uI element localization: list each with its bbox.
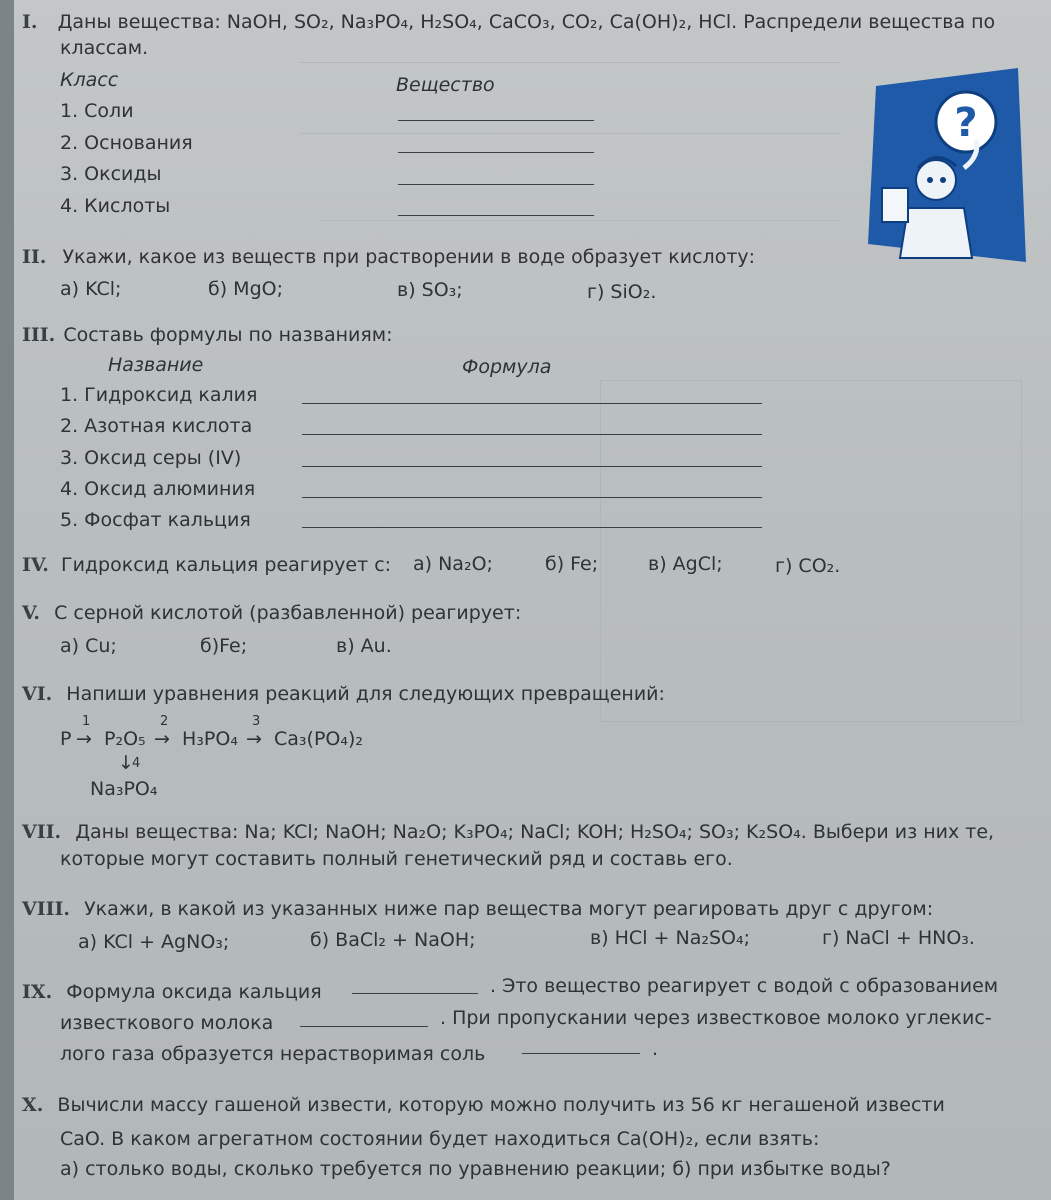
task-9-text: лого газа образуется нерастворимая соль bbox=[60, 1043, 486, 1065]
option[interactable]: в) HCl + Na₂SO₄; bbox=[590, 927, 750, 949]
column-header-class: Класс bbox=[60, 69, 119, 91]
task-number: VIII. bbox=[22, 898, 71, 920]
class-row: 2. Основания bbox=[60, 132, 193, 154]
option[interactable]: в) SO₃; bbox=[397, 279, 463, 301]
option[interactable]: а) KCl + AgNO₃; bbox=[78, 931, 230, 953]
chain-substance: P bbox=[60, 728, 72, 750]
class-row: 1. Соли bbox=[60, 100, 134, 122]
question-mark-icon: ? bbox=[954, 100, 978, 146]
task-number: IV. bbox=[22, 554, 49, 576]
task-9-text: . bbox=[652, 1038, 659, 1060]
name-row: 3. Оксид серы (IV) bbox=[60, 447, 242, 469]
task-10-text-cont: а) столько воды, сколько требуется по уравнению реакции; б) при избытке воды? bbox=[60, 1158, 891, 1180]
task-6-text: Напиши уравнения реакций для следующих превращений: bbox=[66, 683, 665, 705]
task-8-text: Укажи, в какой из указанных ниже пар вещества могут реагировать друг с другом: bbox=[84, 898, 934, 920]
answer-line[interactable] bbox=[398, 184, 594, 185]
option[interactable]: г) NaCl + HNO₃. bbox=[822, 927, 975, 949]
name-row: 2. Азотная кислота bbox=[60, 415, 253, 437]
task-9 bbox=[22, 980, 322, 1004]
option[interactable]: г) CO₂. bbox=[775, 555, 841, 577]
task-1-text-cont: классам. bbox=[60, 37, 149, 59]
arrow-icon: → bbox=[246, 728, 262, 750]
task-7 bbox=[22, 820, 994, 844]
name-row: 4. Оксид алюминия bbox=[60, 478, 256, 500]
task-10-text-cont: CaO. В каком агрегатном состоянии будет находиться Ca(OH)₂, если взять: bbox=[60, 1128, 820, 1150]
option[interactable]: б) MgO; bbox=[208, 278, 283, 300]
answer-line[interactable] bbox=[302, 527, 762, 528]
task-7-text-cont: которые могут составить полный генетический ряд и составь его. bbox=[60, 848, 733, 870]
task-9-text: . Это вещество реагирует с водой с образованием bbox=[490, 975, 999, 997]
arrow-number: 4 bbox=[132, 756, 141, 771]
option[interactable]: б) BaCl₂ + NaOH; bbox=[310, 929, 476, 951]
option[interactable]: а) KCl; bbox=[60, 278, 122, 300]
task-4-text: Гидроксид кальция реагирует с: bbox=[60, 554, 392, 576]
column-header-formula: Формула bbox=[462, 356, 552, 378]
task-2 bbox=[22, 245, 755, 269]
task-number: I. bbox=[22, 11, 38, 33]
answer-line[interactable] bbox=[398, 120, 594, 121]
column-header-substance: Вещество bbox=[396, 74, 495, 96]
task-8 bbox=[22, 897, 933, 921]
name-row: 5. Фосфат кальция bbox=[60, 509, 251, 531]
task-2-text: Укажи, какое из веществ при растворении в воде образует кислоту: bbox=[62, 246, 756, 268]
task-9-text: . При пропускании через известковое молоко углекис- bbox=[440, 1007, 992, 1029]
answer-line[interactable] bbox=[302, 497, 762, 498]
name-row: 1. Гидроксид калия bbox=[60, 384, 258, 406]
column-header-name: Название bbox=[108, 354, 204, 376]
option[interactable]: в) AgCl; bbox=[648, 553, 723, 575]
task-9-text: Формула оксида кальция bbox=[66, 981, 322, 1003]
arrow-number: 2 bbox=[160, 714, 169, 729]
task-9-text: известкового молока bbox=[60, 1012, 274, 1034]
chain-substance: Ca₃(PO₄)₂ bbox=[274, 728, 363, 750]
task-number: X. bbox=[22, 1094, 44, 1116]
answer-line[interactable] bbox=[300, 1026, 428, 1027]
option[interactable]: б) Fe; bbox=[545, 553, 599, 575]
task-5-text: С серной кислотой (разбавленной) реагирует: bbox=[54, 602, 522, 624]
chain-substance: Na₃PO₄ bbox=[90, 778, 158, 800]
answer-line[interactable] bbox=[302, 434, 762, 435]
task-number: III. bbox=[22, 324, 56, 346]
class-row: 3. Оксиды bbox=[60, 163, 162, 185]
option[interactable]: г) SiO₂. bbox=[587, 281, 657, 303]
option[interactable]: в) Au. bbox=[336, 635, 392, 657]
answer-line[interactable] bbox=[398, 152, 594, 153]
arrow-number: 1 bbox=[82, 714, 91, 729]
task-3 bbox=[22, 323, 393, 347]
answer-line[interactable] bbox=[302, 466, 762, 467]
show-through-diagram bbox=[600, 380, 1022, 722]
thinking-student-illustration bbox=[868, 68, 1026, 262]
chain-substance: H₃PO₄ bbox=[182, 728, 238, 750]
task-number: II. bbox=[22, 246, 47, 268]
task-1 bbox=[22, 10, 995, 34]
arrow-icon: → bbox=[154, 728, 170, 750]
task-1-text: Даны вещества: NaOH, SO₂, Na₃PO₄, H₂SO₄, CaCO₃, CO₂, Ca(OH)₂, HCl. Распредели вещества по bbox=[57, 11, 996, 33]
task-7-text: Даны вещества: Na; KCl; NaOH; Na₂O; K₃PO₄; NaCl; KOH; H₂SO₄; SO₃; K₂SO₄. Выбери из них те, bbox=[75, 821, 995, 843]
arrow-number: 3 bbox=[252, 714, 261, 729]
task-3-text: Составь формулы по названиям: bbox=[63, 324, 393, 346]
task-10 bbox=[22, 1093, 945, 1117]
answer-line[interactable] bbox=[302, 403, 762, 404]
show-through-text bbox=[300, 62, 840, 134]
arrow-down-icon: ↓ bbox=[118, 752, 134, 774]
class-row: 4. Кислоты bbox=[60, 195, 171, 217]
task-number: VI. bbox=[22, 683, 53, 705]
page-spine bbox=[0, 0, 14, 1200]
answer-line[interactable] bbox=[522, 1053, 640, 1054]
answer-line[interactable] bbox=[398, 215, 594, 216]
task-number: IX. bbox=[22, 981, 53, 1003]
option[interactable]: а) Na₂O; bbox=[413, 553, 493, 575]
task-4 bbox=[22, 553, 391, 577]
arrow-icon: → bbox=[76, 728, 92, 750]
task-5 bbox=[22, 601, 521, 625]
task-6 bbox=[22, 682, 665, 706]
task-10-text: Вычисли массу гашеной извести, которую можно получить из 56 кг негашеной извести bbox=[57, 1094, 945, 1116]
task-number: VII. bbox=[22, 821, 62, 843]
answer-line[interactable] bbox=[352, 993, 478, 994]
task-number: V. bbox=[22, 602, 41, 624]
option[interactable]: б)Fe; bbox=[200, 635, 248, 657]
chain-substance: P₂O₅ bbox=[104, 728, 146, 750]
show-through-text bbox=[320, 160, 840, 221]
option[interactable]: а) Cu; bbox=[60, 635, 117, 657]
